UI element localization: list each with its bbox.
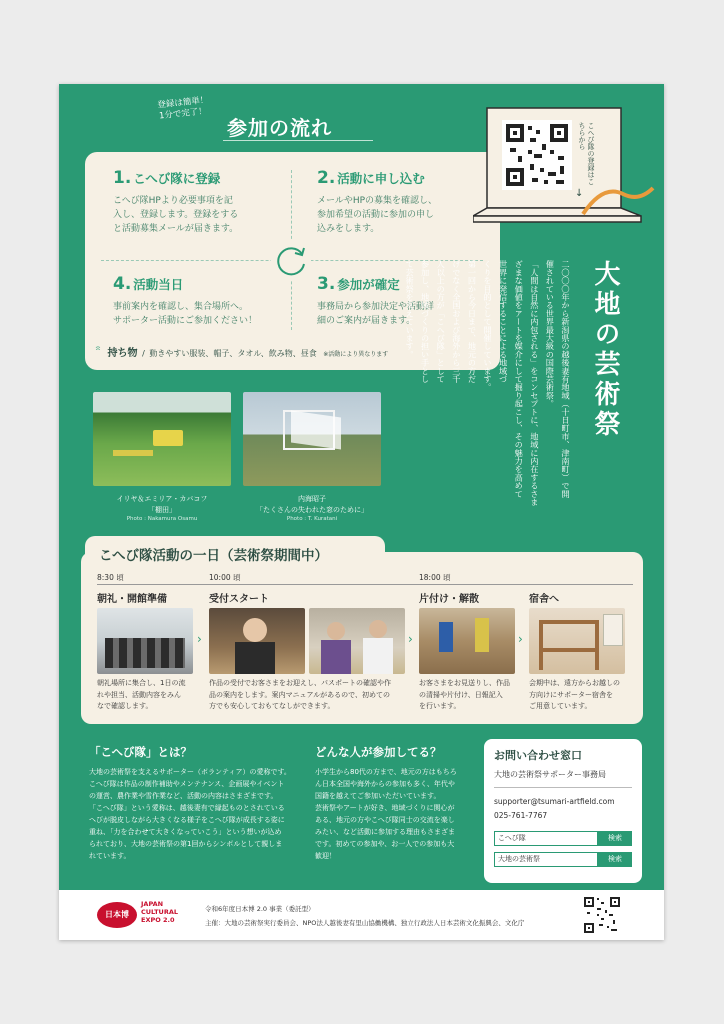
about-title: 「こへび隊」とは？ — [89, 745, 193, 759]
step-1 — [113, 168, 283, 236]
artwork-2-caption — [235, 494, 389, 522]
flow-title: 参加の流れ — [227, 116, 332, 140]
activity-text — [97, 678, 197, 713]
festival-line: 世界に発信することによる地域づ — [498, 260, 509, 383]
search-button-kohebi[interactable]: 検索 — [598, 831, 632, 846]
who-text — [315, 766, 475, 862]
step-text-line: 込みをします。 — [317, 224, 380, 234]
festival-line: 人以上の方が「こへび隊」として — [436, 260, 447, 383]
activity-photo-cleanup — [419, 608, 515, 674]
chevron-right-icon: › — [197, 632, 202, 646]
about-line: の運営、農作業や雪作業など、活動の内容はさまざまです。 — [89, 792, 278, 800]
logo-line: JAPAN — [141, 900, 164, 908]
step-text-line: と活動募集メールが届きます。 — [113, 224, 239, 234]
festival-line: ざまな価値をアートを媒介にして掘り起こし、その魅力を高めて — [514, 260, 525, 498]
artwork-photo-rice-terrace — [93, 392, 231, 486]
activity-title: 朝礼・開館準備 — [97, 594, 167, 605]
activity-photo-morning — [97, 608, 193, 674]
festival-line: くりを目的として開催しています。 — [483, 260, 494, 392]
step-2 — [317, 168, 487, 236]
activity-line: なで確認します。 — [97, 702, 153, 710]
contact-title: お問い合わせ窓口 — [494, 749, 582, 762]
belongings-label: 持ち物 — [107, 348, 138, 359]
step-text-line: 事前案内を確認し、集合場所へ。 — [113, 302, 249, 312]
title-underline — [223, 140, 373, 141]
time-label: 18:00 頃 — [419, 573, 451, 582]
festival-line: 「人間は自然に内包される」をコンセプトに、地域に内在するさま — [529, 260, 540, 506]
who-line: みたい、など活動に参加する理由もさまざま — [315, 828, 455, 836]
japan-expo-logo — [97, 902, 137, 928]
tag-line-2: 1分で完了！ — [158, 106, 208, 122]
activity-photo-reception-2 — [309, 608, 405, 674]
step-text-line: 細のご案内が届きます。 — [317, 316, 416, 326]
tag-line-1: 登録は簡単！ — [157, 95, 209, 111]
activity-title: 受付スタート — [209, 594, 269, 605]
about-text — [89, 766, 304, 862]
qr-caption-line-2: こちらから — [578, 122, 595, 185]
festival-title: 大地の芸術祭 — [590, 260, 620, 440]
about-line: 大地の芸術祭を支えるサポーター（ボランティア）の愛称です。 — [89, 768, 291, 776]
step-number: 3. — [317, 274, 336, 294]
easy-tag — [143, 95, 223, 122]
timeline-line — [97, 584, 633, 585]
artwork-artist: 内海昭子 — [298, 495, 326, 503]
festival-line: て芸術祭を支えています。 — [405, 260, 416, 359]
artwork-title: 「棚田」 — [148, 506, 176, 514]
artwork-1-caption — [87, 494, 237, 522]
qr-caption-line-1: こへび隊の登録は — [587, 122, 595, 178]
activity-line: の清掃や片付け、日報記入 — [419, 690, 503, 699]
who-line: ん日本全国や海外からの参加も多く、年代や — [315, 780, 455, 788]
activity-text — [209, 678, 409, 713]
search-field-festival[interactable]: 大地の芸術祭 — [494, 852, 598, 867]
festival-line: 参加し、地域づくりの担い手とし — [420, 260, 431, 383]
who-line: 芸術祭やアートが好き、地域づくりに関心が — [315, 804, 455, 812]
activity-line: れや担当、活動内容をみん — [97, 690, 181, 699]
step-text-line: 事務局から参加決定や活動詳 — [317, 302, 435, 312]
activity-line: お客さまをお見送りし、作品 — [419, 679, 510, 687]
contact-divider — [494, 787, 632, 788]
footer-qr-code[interactable] — [583, 896, 621, 934]
time-label: 8:30 頃 — [97, 573, 124, 582]
photo-credit: Photo : T. Kuratani — [286, 516, 338, 522]
footer — [59, 890, 664, 940]
activity-title: 宿舎へ — [529, 594, 559, 605]
activity-photo-reception-1 — [209, 608, 305, 674]
step-text-line: 参加希望の活動に参加の申し — [317, 210, 435, 220]
belongings-note: ※活動により異なります — [323, 351, 389, 358]
artwork-title: 「たくさんの失われた窓のために」 — [256, 506, 368, 514]
who-title: どんな人が参加してる？ — [315, 745, 442, 759]
about-line: こへび隊は作品の制作補助やメンテナンス、企画展やイベント — [89, 780, 285, 788]
about-line: 「こへび隊」という愛称は、越後妻有で縁起ものとされている — [89, 804, 285, 812]
activity-title: 片付け・解散 — [419, 594, 479, 605]
contact-org: 大地の芸術祭サポーター事務局 — [494, 770, 606, 779]
who-line: です。初めての参加や、お一人での参加も大 — [315, 840, 455, 848]
logo-line: EXPO 2.0 — [141, 916, 175, 924]
festival-body — [403, 260, 573, 520]
step-text-line: 入し、登録します。登録をする — [113, 210, 239, 220]
poster — [59, 84, 664, 940]
activity-photo-lodging — [529, 608, 625, 674]
footer-line-1: 令和6年度日本博 2.0 事業（委託型） — [205, 905, 315, 913]
logo-line: CULTURAL — [141, 908, 179, 916]
qr-caption — [577, 122, 595, 186]
activity-line: 作品の受付でお客さまをお迎えし、パスポートの確認や作 — [209, 679, 391, 687]
step-title: 活動当日 — [133, 277, 184, 292]
step-title: 活動に申し込む — [337, 171, 425, 186]
photo-credit: Photo : Nakamura Osamu — [126, 516, 198, 522]
who-line: 歓迎！ — [315, 852, 336, 860]
step-text-line: こへび隊HPより必要事項を記 — [113, 196, 233, 206]
search-button-festival[interactable]: 検索 — [598, 852, 632, 867]
artwork-photo-window — [243, 392, 381, 486]
step-title: こへび隊に登録 — [133, 171, 221, 186]
footer-line-2: 主催：大地の芸術祭実行委員会、NPO法人越後妻有里山協働機構、独立行政法人日本芸術文化振興会、文化庁 — [205, 919, 525, 927]
about-line: られており、大地の芸術祭の第1回からシンボルとして親しま — [89, 840, 283, 848]
logo-text — [141, 900, 178, 924]
activity-line: ご用意しています。 — [529, 702, 592, 710]
activity-line: 会期中は、遠方からお越しの — [529, 679, 620, 687]
step-title: 参加が確定 — [337, 277, 400, 292]
step-number: 4. — [113, 274, 132, 294]
contact-card — [484, 739, 642, 883]
belongings: 持ち物 / 動きやすい服装、帽子、タオル、飲み物、昼食 ※活動により異なります — [107, 348, 389, 359]
activity-text — [419, 678, 529, 713]
chevron-right-icon: › — [518, 632, 523, 646]
festival-line: 二〇〇〇年から新潟県の越後妻有地域（十日町市、津南町）で開 — [561, 260, 571, 498]
activity-line: を行います。 — [419, 702, 461, 710]
about-line: れています。 — [89, 852, 131, 860]
search-field-kohebi[interactable]: こへび隊 — [494, 831, 598, 846]
logo-mark: 日本博 — [97, 902, 137, 928]
time-label: 10:00 頃 — [209, 573, 241, 582]
step-text-line: サポーター活動にご参加ください！ — [113, 316, 258, 326]
arrow-down-icon: ↓ — [575, 188, 584, 199]
who-line: 国籍を越えてご参加いただいています。 — [315, 792, 441, 800]
activity-line: 朝礼場所に集合し、1日の流 — [97, 679, 186, 687]
register-qr-code[interactable] — [502, 120, 572, 190]
artwork-artist: イリヤ＆エミリア・カバコフ — [116, 495, 208, 503]
day-schedule-title: こへび隊活動の一日（芸術祭期間中） — [85, 536, 385, 566]
about-line: へびが脱皮しながら大きくなる様子をこへび隊が成長する姿に — [89, 816, 285, 824]
about-line: 重ね、「力を合わせて大きくなっていこう」という想いが込め — [89, 828, 282, 836]
activity-line: 方向けにサポーター宿舎を — [529, 690, 613, 699]
step-4 — [113, 274, 288, 328]
belongings-items: 動きやすい服装、帽子、タオル、飲み物、昼食 — [149, 349, 317, 358]
festival-line: 第一回から今日まで、地元の方だ — [467, 260, 478, 383]
contact-phone[interactable]: 025-761-7767 — [494, 811, 548, 820]
activity-line: 品の案内をします。案内マニュアルがあるので、初めての — [209, 690, 391, 699]
activity-text — [529, 678, 644, 713]
festival-line: けでなく全国および海外から三千 — [451, 260, 462, 383]
contact-email[interactable]: supporter@tsumari-artfield.com — [494, 797, 615, 806]
activity-line: 方でも安心しておもてなしができます。 — [209, 702, 335, 710]
who-line: 小学生から80代の方まで、地元の方はもちろ — [315, 768, 457, 776]
who-line: ある、地元の方やこへび隊同士の交流を楽し — [315, 816, 455, 824]
step-number: 2. — [317, 168, 336, 188]
step-text-line: メールやHPの募集を確認し、 — [317, 196, 438, 206]
step-number: 1. — [113, 168, 132, 188]
chevron-right-icon: › — [408, 632, 413, 646]
festival-line: 催されている世界最大級の国際芸術祭。 — [545, 260, 556, 408]
